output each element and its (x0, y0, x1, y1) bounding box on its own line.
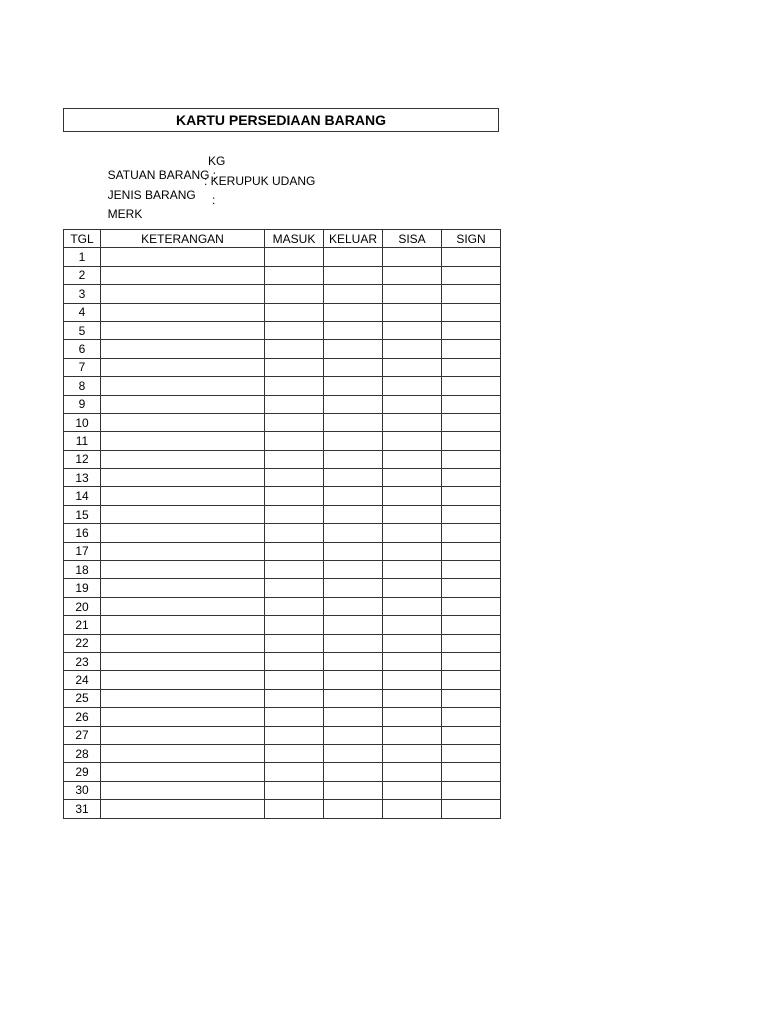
table-row (64, 652, 501, 670)
day-cell: 6 (64, 340, 101, 358)
masuk-cell[interactable] (265, 248, 324, 266)
masuk-cell[interactable] (265, 763, 324, 781)
day-cell: 22 (64, 634, 101, 652)
keterangan-cell[interactable] (101, 652, 265, 670)
keterangan-cell[interactable] (101, 303, 265, 321)
table-row (64, 450, 501, 468)
sign-cell[interactable] (442, 744, 501, 762)
table-row (64, 358, 501, 376)
sisa-cell[interactable] (383, 303, 442, 321)
keterangan-cell[interactable] (101, 634, 265, 652)
keluar-cell[interactable] (324, 634, 383, 652)
sign-cell[interactable] (442, 321, 501, 339)
sisa-cell[interactable] (383, 377, 442, 395)
keluar-cell[interactable] (324, 321, 383, 339)
table-row (64, 524, 501, 542)
keterangan-cell[interactable] (101, 395, 265, 413)
table-row (64, 377, 501, 395)
sisa-cell[interactable] (383, 800, 442, 818)
keluar-cell[interactable] (324, 542, 383, 560)
sign-cell[interactable] (442, 634, 501, 652)
day-cell: 12 (64, 450, 101, 468)
sisa-cell[interactable] (383, 726, 442, 744)
masuk-cell[interactable] (265, 689, 324, 707)
masuk-cell[interactable] (265, 597, 324, 615)
masuk-cell[interactable] (265, 432, 324, 450)
header-keterangan: KETERANGAN (101, 230, 265, 248)
keterangan-cell[interactable] (101, 708, 265, 726)
day-cell: 23 (64, 652, 101, 670)
sisa-cell[interactable] (383, 505, 442, 523)
table-row (64, 744, 501, 762)
sisa-cell[interactable] (383, 340, 442, 358)
keluar-cell[interactable] (324, 266, 383, 284)
sign-cell[interactable] (442, 542, 501, 560)
day-cell: 7 (64, 358, 101, 376)
masuk-cell[interactable] (265, 524, 324, 542)
sign-cell[interactable] (442, 377, 501, 395)
day-cell: 17 (64, 542, 101, 560)
sign-cell[interactable] (442, 616, 501, 634)
header-sisa: SISA (383, 230, 442, 248)
stock-table (63, 229, 501, 819)
masuk-cell[interactable] (265, 469, 324, 487)
day-cell: 24 (64, 671, 101, 689)
header-keluar: KELUAR (324, 230, 383, 248)
keluar-cell[interactable] (324, 487, 383, 505)
table-row (64, 708, 501, 726)
masuk-cell[interactable] (265, 340, 324, 358)
masuk-cell[interactable] (265, 744, 324, 762)
sisa-cell[interactable] (383, 616, 442, 634)
masuk-cell[interactable] (265, 413, 324, 431)
keterangan-cell[interactable] (101, 542, 265, 560)
keterangan-cell[interactable] (101, 248, 265, 266)
masuk-cell[interactable] (265, 671, 324, 689)
sisa-cell[interactable] (383, 689, 442, 707)
sign-cell[interactable] (442, 340, 501, 358)
table-row (64, 616, 501, 634)
table-row (64, 266, 501, 284)
keluar-cell[interactable] (324, 413, 383, 431)
sisa-cell[interactable] (383, 413, 442, 431)
day-cell: 28 (64, 744, 101, 762)
table-row (64, 689, 501, 707)
sign-cell[interactable] (442, 266, 501, 284)
sisa-cell[interactable] (383, 395, 442, 413)
masuk-cell[interactable] (265, 652, 324, 670)
keterangan-cell[interactable] (101, 450, 265, 468)
keterangan-cell[interactable] (101, 689, 265, 707)
sign-cell[interactable] (442, 579, 501, 597)
day-cell: 21 (64, 616, 101, 634)
keterangan-cell[interactable] (101, 266, 265, 284)
keluar-cell[interactable] (324, 303, 383, 321)
sign-cell[interactable] (442, 561, 501, 579)
sign-cell[interactable] (442, 413, 501, 431)
sisa-cell[interactable] (383, 652, 442, 670)
sign-cell[interactable] (442, 450, 501, 468)
table-row (64, 413, 501, 431)
table-row (64, 763, 501, 781)
merk-label: MERK (107, 207, 143, 221)
table-row (64, 542, 501, 560)
sisa-cell[interactable] (383, 321, 442, 339)
table-header-row (64, 230, 501, 248)
table-row (64, 469, 501, 487)
sign-cell[interactable] (442, 726, 501, 744)
table-row (64, 671, 501, 689)
day-cell: 8 (64, 377, 101, 395)
sign-cell[interactable] (442, 469, 501, 487)
masuk-cell[interactable] (265, 505, 324, 523)
keterangan-cell[interactable] (101, 413, 265, 431)
masuk-cell[interactable] (265, 800, 324, 818)
sign-cell[interactable] (442, 303, 501, 321)
keterangan-cell[interactable] (101, 579, 265, 597)
keterangan-cell[interactable] (101, 432, 265, 450)
sign-cell[interactable] (442, 781, 501, 799)
keluar-cell[interactable] (324, 726, 383, 744)
sign-cell[interactable] (442, 652, 501, 670)
table-row (64, 800, 501, 818)
table-row (64, 487, 501, 505)
sign-cell[interactable] (442, 285, 501, 303)
sign-cell[interactable] (442, 505, 501, 523)
sisa-cell[interactable] (383, 542, 442, 560)
keterangan-cell[interactable] (101, 763, 265, 781)
day-cell: 2 (64, 266, 101, 284)
keluar-cell[interactable] (324, 340, 383, 358)
table-row (64, 505, 501, 523)
sisa-cell[interactable] (383, 285, 442, 303)
day-cell: 13 (64, 469, 101, 487)
keluar-cell[interactable] (324, 763, 383, 781)
keterangan-cell[interactable] (101, 487, 265, 505)
keluar-cell[interactable] (324, 395, 383, 413)
masuk-cell[interactable] (265, 579, 324, 597)
keluar-cell[interactable] (324, 652, 383, 670)
keluar-cell[interactable] (324, 561, 383, 579)
sisa-cell[interactable] (383, 358, 442, 376)
day-cell: 3 (64, 285, 101, 303)
satuan-barang-label: SATUAN BARANG : (107, 168, 217, 182)
day-cell: 31 (64, 800, 101, 818)
table-row (64, 634, 501, 652)
keluar-cell[interactable] (324, 800, 383, 818)
keluar-cell[interactable] (324, 377, 383, 395)
sisa-cell[interactable] (383, 579, 442, 597)
header-sign: SIGN (442, 230, 501, 248)
keluar-cell[interactable] (324, 708, 383, 726)
keluar-cell[interactable] (324, 469, 383, 487)
sisa-cell[interactable] (383, 469, 442, 487)
card-title: KARTU PERSEDIAAN BARANG (63, 108, 499, 132)
day-cell: 14 (64, 487, 101, 505)
sisa-cell[interactable] (383, 744, 442, 762)
keluar-cell[interactable] (324, 689, 383, 707)
sisa-cell[interactable] (383, 524, 442, 542)
sign-cell[interactable] (442, 597, 501, 615)
header-tgl: TGL (64, 230, 101, 248)
keterangan-cell[interactable] (101, 505, 265, 523)
masuk-cell[interactable] (265, 542, 324, 560)
day-cell: 26 (64, 708, 101, 726)
sign-cell[interactable] (442, 432, 501, 450)
masuk-cell[interactable] (265, 726, 324, 744)
masuk-cell[interactable] (265, 285, 324, 303)
sisa-cell[interactable] (383, 634, 442, 652)
sign-cell[interactable] (442, 248, 501, 266)
table-row (64, 285, 501, 303)
table-row (64, 781, 501, 799)
sisa-cell[interactable] (383, 781, 442, 799)
keluar-cell[interactable] (324, 597, 383, 615)
keluar-cell[interactable] (324, 671, 383, 689)
keluar-cell[interactable] (324, 450, 383, 468)
table-row (64, 321, 501, 339)
keluar-cell[interactable] (324, 744, 383, 762)
masuk-cell[interactable] (265, 266, 324, 284)
day-cell: 27 (64, 726, 101, 744)
sisa-cell[interactable] (383, 561, 442, 579)
sign-cell[interactable] (442, 689, 501, 707)
keterangan-cell[interactable] (101, 469, 265, 487)
keterangan-cell[interactable] (101, 340, 265, 358)
table-row (64, 726, 501, 744)
sisa-cell[interactable] (383, 450, 442, 468)
keluar-cell[interactable] (324, 248, 383, 266)
keterangan-cell[interactable] (101, 781, 265, 799)
day-cell: 30 (64, 781, 101, 799)
table-row (64, 340, 501, 358)
masuk-cell[interactable] (265, 487, 324, 505)
table-row (64, 579, 501, 597)
masuk-cell[interactable] (265, 358, 324, 376)
masuk-cell[interactable] (265, 634, 324, 652)
sisa-cell[interactable] (383, 487, 442, 505)
day-cell: 1 (64, 248, 101, 266)
day-cell: 9 (64, 395, 101, 413)
keluar-cell[interactable] (324, 505, 383, 523)
sign-cell[interactable] (442, 395, 501, 413)
sign-cell[interactable] (442, 671, 501, 689)
keluar-cell[interactable] (324, 781, 383, 799)
keterangan-cell[interactable] (101, 285, 265, 303)
keterangan-cell[interactable] (101, 726, 265, 744)
keluar-cell[interactable] (324, 285, 383, 303)
keterangan-cell[interactable] (101, 671, 265, 689)
keluar-cell[interactable] (324, 579, 383, 597)
day-cell: 29 (64, 763, 101, 781)
masuk-cell[interactable] (265, 616, 324, 634)
keterangan-cell[interactable] (101, 561, 265, 579)
keterangan-cell[interactable] (101, 524, 265, 542)
day-cell: 18 (64, 561, 101, 579)
keterangan-cell[interactable] (101, 744, 265, 762)
sisa-cell[interactable] (383, 248, 442, 266)
masuk-cell[interactable] (265, 321, 324, 339)
sisa-cell[interactable] (383, 266, 442, 284)
masuk-cell[interactable] (265, 450, 324, 468)
table-row (64, 248, 501, 266)
keluar-cell[interactable] (324, 358, 383, 376)
day-cell: 4 (64, 303, 101, 321)
masuk-cell[interactable] (265, 303, 324, 321)
day-cell: 16 (64, 524, 101, 542)
day-cell: 15 (64, 505, 101, 523)
day-cell: 10 (64, 413, 101, 431)
keterangan-cell[interactable] (101, 616, 265, 634)
keterangan-cell[interactable] (101, 800, 265, 818)
day-cell: 11 (64, 432, 101, 450)
keluar-cell[interactable] (324, 524, 383, 542)
sisa-cell[interactable] (383, 432, 442, 450)
sign-cell[interactable] (442, 800, 501, 818)
keluar-cell[interactable] (324, 432, 383, 450)
masuk-cell[interactable] (265, 708, 324, 726)
sisa-cell[interactable] (383, 763, 442, 781)
keterangan-cell[interactable] (101, 321, 265, 339)
masuk-cell[interactable] (265, 395, 324, 413)
day-cell: 19 (64, 579, 101, 597)
table-row (64, 597, 501, 615)
jenis-barang-label: JENIS BARANG (107, 188, 196, 202)
satuan-barang-value: KG (208, 154, 226, 168)
table-row (64, 561, 501, 579)
jenis-barang-value: : KERUPUK UDANG (204, 174, 316, 188)
table-row (64, 432, 501, 450)
table-row (64, 303, 501, 321)
keterangan-cell[interactable] (101, 597, 265, 615)
sisa-cell[interactable] (383, 597, 442, 615)
sign-cell[interactable] (442, 763, 501, 781)
sign-cell[interactable] (442, 487, 501, 505)
sisa-cell[interactable] (383, 671, 442, 689)
masuk-cell[interactable] (265, 377, 324, 395)
table-row (64, 395, 501, 413)
header-masuk: MASUK (265, 230, 324, 248)
sign-cell[interactable] (442, 524, 501, 542)
masuk-cell[interactable] (265, 781, 324, 799)
sisa-cell[interactable] (383, 708, 442, 726)
sign-cell[interactable] (442, 708, 501, 726)
masuk-cell[interactable] (265, 561, 324, 579)
merk-value: : (212, 193, 216, 207)
keluar-cell[interactable] (324, 616, 383, 634)
day-cell: 5 (64, 321, 101, 339)
day-cell: 20 (64, 597, 101, 615)
day-cell: 25 (64, 689, 101, 707)
keterangan-cell[interactable] (101, 358, 265, 376)
sign-cell[interactable] (442, 358, 501, 376)
keterangan-cell[interactable] (101, 377, 265, 395)
